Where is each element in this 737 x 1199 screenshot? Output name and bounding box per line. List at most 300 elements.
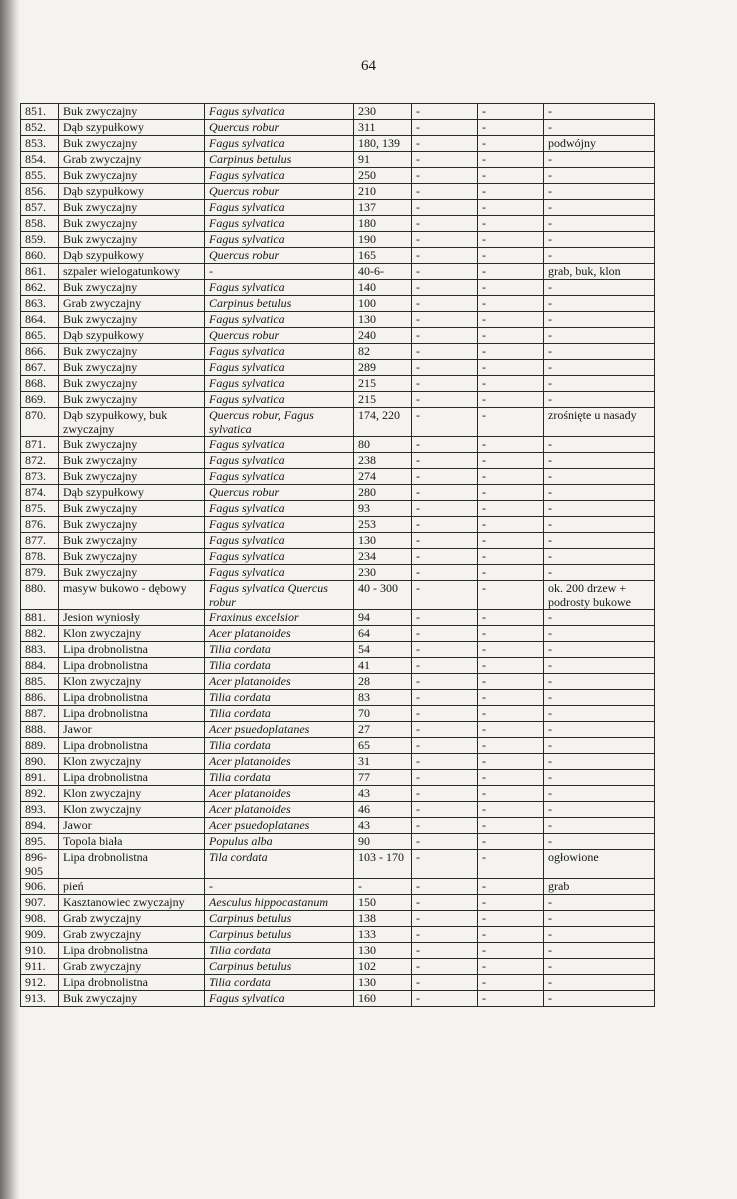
- column-b-cell: -: [478, 120, 544, 136]
- column-a-cell: -: [412, 642, 478, 658]
- remarks-cell: -: [544, 453, 655, 469]
- polish-name-cell: Grab zwyczajny: [59, 911, 205, 927]
- circumference-cell: 190: [354, 232, 412, 248]
- table-row: [21, 975, 655, 991]
- row-number-cell: 911.: [21, 959, 59, 975]
- remarks-cell: -: [544, 184, 655, 200]
- row-number-cell: 890.: [21, 754, 59, 770]
- remarks-cell: -: [544, 360, 655, 376]
- latin-name-cell: Carpinus betulus: [205, 959, 354, 975]
- table-row: [21, 610, 655, 626]
- latin-name-cell: Tilia cordata: [205, 770, 354, 786]
- column-a-cell: -: [412, 786, 478, 802]
- row-number-cell: 861.: [21, 264, 59, 280]
- remarks-cell: -: [544, 565, 655, 581]
- row-number-cell: 851.: [21, 104, 59, 120]
- row-number-cell: 872.: [21, 453, 59, 469]
- circumference-cell: 27: [354, 722, 412, 738]
- table-row: [21, 392, 655, 408]
- row-number-cell: 877.: [21, 533, 59, 549]
- column-a-cell: -: [412, 610, 478, 626]
- table-row: [21, 408, 655, 437]
- column-b-cell: -: [478, 738, 544, 754]
- column-b-cell: -: [478, 392, 544, 408]
- column-a-cell: -: [412, 264, 478, 280]
- row-number-cell: 892.: [21, 786, 59, 802]
- circumference-cell: -: [354, 879, 412, 895]
- table-row: [21, 991, 655, 1007]
- row-number-cell: 887.: [21, 706, 59, 722]
- remarks-cell: -: [544, 376, 655, 392]
- column-b-cell: -: [478, 722, 544, 738]
- column-b-cell: -: [478, 485, 544, 501]
- polish-name-cell: Dąb szypułkowy: [59, 184, 205, 200]
- latin-name-cell: Fagus sylvatica: [205, 104, 354, 120]
- row-number-cell: 889.: [21, 738, 59, 754]
- table-row: [21, 232, 655, 248]
- table-row: [21, 312, 655, 328]
- latin-name-cell: Fagus sylvatica: [205, 360, 354, 376]
- remarks-cell: -: [544, 485, 655, 501]
- latin-name-cell: Fagus sylvatica: [205, 376, 354, 392]
- latin-name-cell: Fagus sylvatica: [205, 517, 354, 533]
- row-number-cell: 913.: [21, 991, 59, 1007]
- latin-name-cell: Fagus sylvatica: [205, 216, 354, 232]
- table-row: [21, 959, 655, 975]
- polish-name-cell: Buk zwyczajny: [59, 469, 205, 485]
- latin-name-cell: Fagus sylvatica: [205, 991, 354, 1007]
- latin-name-cell: Aesculus hippocastanum: [205, 895, 354, 911]
- circumference-cell: 83: [354, 690, 412, 706]
- remarks-cell: -: [544, 248, 655, 264]
- polish-name-cell: Grab zwyczajny: [59, 959, 205, 975]
- polish-name-cell: Dąb szypułkowy: [59, 248, 205, 264]
- column-b-cell: -: [478, 850, 544, 879]
- remarks-cell: grab: [544, 879, 655, 895]
- polish-name-cell: Buk zwyczajny: [59, 565, 205, 581]
- polish-name-cell: Grab zwyczajny: [59, 927, 205, 943]
- table-row: [21, 120, 655, 136]
- polish-name-cell: Lipa drobnolistna: [59, 943, 205, 959]
- remarks-cell: -: [544, 895, 655, 911]
- latin-name-cell: Tilia cordata: [205, 738, 354, 754]
- column-a-cell: -: [412, 248, 478, 264]
- row-number-cell: 910.: [21, 943, 59, 959]
- remarks-cell: -: [544, 959, 655, 975]
- latin-name-cell: Carpinus betulus: [205, 927, 354, 943]
- column-b-cell: -: [478, 642, 544, 658]
- tree-inventory-rows: [21, 104, 655, 1007]
- circumference-cell: 274: [354, 469, 412, 485]
- column-b-cell: -: [478, 437, 544, 453]
- remarks-cell: ok. 200 drzew + podrosty bukowe: [544, 581, 655, 610]
- column-a-cell: -: [412, 879, 478, 895]
- circumference-cell: 102: [354, 959, 412, 975]
- row-number-cell: 863.: [21, 296, 59, 312]
- circumference-cell: 28: [354, 674, 412, 690]
- latin-name-cell: Quercus robur: [205, 120, 354, 136]
- polish-name-cell: Grab zwyczajny: [59, 152, 205, 168]
- latin-name-cell: Fagus sylvatica: [205, 232, 354, 248]
- table-row: [21, 626, 655, 642]
- polish-name-cell: Buk zwyczajny: [59, 549, 205, 565]
- column-b-cell: -: [478, 690, 544, 706]
- remarks-cell: -: [544, 834, 655, 850]
- latin-name-cell: Fagus sylvatica Quercus robur: [205, 581, 354, 610]
- circumference-cell: 90: [354, 834, 412, 850]
- table-row: [21, 248, 655, 264]
- polish-name-cell: Buk zwyczajny: [59, 517, 205, 533]
- column-a-cell: -: [412, 722, 478, 738]
- row-number-cell: 912.: [21, 975, 59, 991]
- table-row: [21, 850, 655, 879]
- circumference-cell: 103 - 170: [354, 850, 412, 879]
- latin-name-cell: -: [205, 879, 354, 895]
- table-row: [21, 184, 655, 200]
- column-b-cell: -: [478, 754, 544, 770]
- polish-name-cell: Klon zwyczajny: [59, 626, 205, 642]
- polish-name-cell: Klon zwyczajny: [59, 674, 205, 690]
- column-b-cell: -: [478, 610, 544, 626]
- remarks-cell: -: [544, 469, 655, 485]
- circumference-cell: 130: [354, 312, 412, 328]
- row-number-cell: 882.: [21, 626, 59, 642]
- column-a-cell: -: [412, 850, 478, 879]
- table-row: [21, 754, 655, 770]
- circumference-cell: 65: [354, 738, 412, 754]
- latin-name-cell: Acer psuedoplatanes: [205, 818, 354, 834]
- table-row: [21, 200, 655, 216]
- row-number-cell: 859.: [21, 232, 59, 248]
- circumference-cell: 174, 220: [354, 408, 412, 437]
- polish-name-cell: Buk zwyczajny: [59, 437, 205, 453]
- column-b-cell: -: [478, 959, 544, 975]
- circumference-cell: 165: [354, 248, 412, 264]
- column-b-cell: -: [478, 328, 544, 344]
- column-a-cell: -: [412, 738, 478, 754]
- column-b-cell: -: [478, 152, 544, 168]
- column-b-cell: -: [478, 895, 544, 911]
- remarks-cell: -: [544, 392, 655, 408]
- circumference-cell: 210: [354, 184, 412, 200]
- table-row: [21, 517, 655, 533]
- table-row: [21, 770, 655, 786]
- table-row: [21, 533, 655, 549]
- page-binding-shadow: [0, 0, 20, 1199]
- column-a-cell: -: [412, 232, 478, 248]
- table-row: [21, 168, 655, 184]
- column-a-cell: -: [412, 706, 478, 722]
- polish-name-cell: Jawor: [59, 818, 205, 834]
- row-number-cell: 907.: [21, 895, 59, 911]
- row-number-cell: 857.: [21, 200, 59, 216]
- latin-name-cell: Fagus sylvatica: [205, 565, 354, 581]
- circumference-cell: 130: [354, 533, 412, 549]
- row-number-cell: 883.: [21, 642, 59, 658]
- polish-name-cell: Lipa drobnolistna: [59, 770, 205, 786]
- circumference-cell: 140: [354, 280, 412, 296]
- polish-name-cell: Buk zwyczajny: [59, 136, 205, 152]
- remarks-cell: -: [544, 168, 655, 184]
- remarks-cell: -: [544, 104, 655, 120]
- row-number-cell: 884.: [21, 658, 59, 674]
- remarks-cell: -: [544, 626, 655, 642]
- row-number-cell: 909.: [21, 927, 59, 943]
- latin-name-cell: Tilia cordata: [205, 658, 354, 674]
- remarks-cell: -: [544, 549, 655, 565]
- remarks-cell: -: [544, 200, 655, 216]
- table-row: [21, 280, 655, 296]
- latin-name-cell: -: [205, 264, 354, 280]
- polish-name-cell: Dąb szypułkowy: [59, 120, 205, 136]
- column-b-cell: -: [478, 264, 544, 280]
- polish-name-cell: Lipa drobnolistna: [59, 738, 205, 754]
- polish-name-cell: Klon zwyczajny: [59, 786, 205, 802]
- remarks-cell: -: [544, 722, 655, 738]
- table-row: [21, 485, 655, 501]
- remarks-cell: ogłowione: [544, 850, 655, 879]
- polish-name-cell: masyw bukowo - dębowy: [59, 581, 205, 610]
- table-row: [21, 152, 655, 168]
- column-b-cell: -: [478, 136, 544, 152]
- polish-name-cell: Lipa drobnolistna: [59, 642, 205, 658]
- column-b-cell: -: [478, 626, 544, 642]
- row-number-cell: 876.: [21, 517, 59, 533]
- column-a-cell: -: [412, 469, 478, 485]
- row-number-cell: 908.: [21, 911, 59, 927]
- table-row: [21, 738, 655, 754]
- row-number-cell: 868.: [21, 376, 59, 392]
- polish-name-cell: Topola biała: [59, 834, 205, 850]
- column-a-cell: -: [412, 392, 478, 408]
- column-a-cell: -: [412, 485, 478, 501]
- remarks-cell: -: [544, 943, 655, 959]
- polish-name-cell: Buk zwyczajny: [59, 376, 205, 392]
- table-row: [21, 927, 655, 943]
- column-b-cell: -: [478, 975, 544, 991]
- row-number-cell: 875.: [21, 501, 59, 517]
- column-a-cell: -: [412, 770, 478, 786]
- column-b-cell: -: [478, 674, 544, 690]
- circumference-cell: 130: [354, 943, 412, 959]
- column-a-cell: -: [412, 216, 478, 232]
- column-b-cell: -: [478, 658, 544, 674]
- column-a-cell: -: [412, 408, 478, 437]
- remarks-cell: zrośnięte u nasady: [544, 408, 655, 437]
- latin-name-cell: Acer psuedoplatanes: [205, 722, 354, 738]
- table-row: [21, 581, 655, 610]
- latin-name-cell: Fagus sylvatica: [205, 200, 354, 216]
- polish-name-cell: Klon zwyczajny: [59, 754, 205, 770]
- column-b-cell: -: [478, 706, 544, 722]
- polish-name-cell: Jawor: [59, 722, 205, 738]
- row-number-cell: 862.: [21, 280, 59, 296]
- remarks-cell: -: [544, 754, 655, 770]
- latin-name-cell: Fagus sylvatica: [205, 453, 354, 469]
- remarks-cell: -: [544, 706, 655, 722]
- circumference-cell: 31: [354, 754, 412, 770]
- remarks-cell: -: [544, 690, 655, 706]
- table-row: [21, 453, 655, 469]
- column-a-cell: -: [412, 453, 478, 469]
- remarks-cell: -: [544, 802, 655, 818]
- column-b-cell: -: [478, 360, 544, 376]
- table-row: [21, 437, 655, 453]
- column-a-cell: -: [412, 296, 478, 312]
- column-a-cell: -: [412, 437, 478, 453]
- latin-name-cell: Quercus robur: [205, 184, 354, 200]
- polish-name-cell: Dąb szypułkowy: [59, 328, 205, 344]
- polish-name-cell: Buk zwyczajny: [59, 533, 205, 549]
- table-row: [21, 706, 655, 722]
- row-number-cell: 864.: [21, 312, 59, 328]
- circumference-cell: 238: [354, 453, 412, 469]
- remarks-cell: -: [544, 280, 655, 296]
- row-number-cell: 858.: [21, 216, 59, 232]
- row-number-cell: 871.: [21, 437, 59, 453]
- table-row: [21, 136, 655, 152]
- circumference-cell: 311: [354, 120, 412, 136]
- remarks-cell: -: [544, 328, 655, 344]
- table-row: [21, 674, 655, 690]
- circumference-cell: 70: [354, 706, 412, 722]
- row-number-cell: 881.: [21, 610, 59, 626]
- circumference-cell: 43: [354, 818, 412, 834]
- circumference-cell: 150: [354, 895, 412, 911]
- polish-name-cell: Kasztanowiec zwyczajny: [59, 895, 205, 911]
- column-b-cell: -: [478, 911, 544, 927]
- latin-name-cell: Tilia cordata: [205, 975, 354, 991]
- polish-name-cell: Jesion wyniosły: [59, 610, 205, 626]
- table-row: [21, 895, 655, 911]
- tree-inventory-table: [20, 103, 655, 1007]
- table-row: [21, 786, 655, 802]
- row-number-cell: 893.: [21, 802, 59, 818]
- polish-name-cell: Buk zwyczajny: [59, 168, 205, 184]
- column-b-cell: -: [478, 469, 544, 485]
- latin-name-cell: Fagus sylvatica: [205, 168, 354, 184]
- column-a-cell: -: [412, 501, 478, 517]
- column-a-cell: -: [412, 991, 478, 1007]
- column-a-cell: -: [412, 581, 478, 610]
- remarks-cell: -: [544, 991, 655, 1007]
- latin-name-cell: Tilia cordata: [205, 706, 354, 722]
- polish-name-cell: Dąb szypułkowy: [59, 485, 205, 501]
- row-number-cell: 870.: [21, 408, 59, 437]
- polish-name-cell: Buk zwyczajny: [59, 312, 205, 328]
- remarks-cell: -: [544, 658, 655, 674]
- column-b-cell: -: [478, 408, 544, 437]
- row-number-cell: 866.: [21, 344, 59, 360]
- column-b-cell: -: [478, 802, 544, 818]
- column-a-cell: -: [412, 184, 478, 200]
- circumference-cell: 180: [354, 216, 412, 232]
- table-row: [21, 296, 655, 312]
- table-row: [21, 642, 655, 658]
- table-row: [21, 658, 655, 674]
- column-a-cell: -: [412, 136, 478, 152]
- table-row: [21, 943, 655, 959]
- polish-name-cell: szpaler wielogatunkowy: [59, 264, 205, 280]
- column-a-cell: -: [412, 376, 478, 392]
- remarks-cell: -: [544, 437, 655, 453]
- latin-name-cell: Fraxinus excelsior: [205, 610, 354, 626]
- column-b-cell: -: [478, 927, 544, 943]
- column-a-cell: -: [412, 104, 478, 120]
- remarks-cell: -: [544, 911, 655, 927]
- latin-name-cell: Acer platanoides: [205, 626, 354, 642]
- row-number-cell: 886.: [21, 690, 59, 706]
- column-b-cell: -: [478, 818, 544, 834]
- latin-name-cell: Fagus sylvatica: [205, 469, 354, 485]
- circumference-cell: 240: [354, 328, 412, 344]
- circumference-cell: 160: [354, 991, 412, 1007]
- column-b-cell: -: [478, 834, 544, 850]
- table-row: [21, 344, 655, 360]
- row-number-cell: 854.: [21, 152, 59, 168]
- circumference-cell: 43: [354, 786, 412, 802]
- column-b-cell: -: [478, 581, 544, 610]
- column-b-cell: -: [478, 200, 544, 216]
- column-b-cell: -: [478, 344, 544, 360]
- table-row: [21, 690, 655, 706]
- circumference-cell: 215: [354, 392, 412, 408]
- row-number-cell: 867.: [21, 360, 59, 376]
- polish-name-cell: Buk zwyczajny: [59, 501, 205, 517]
- remarks-cell: -: [544, 927, 655, 943]
- column-a-cell: -: [412, 959, 478, 975]
- table-row: [21, 802, 655, 818]
- remarks-cell: -: [544, 770, 655, 786]
- row-number-cell: 879.: [21, 565, 59, 581]
- column-a-cell: -: [412, 549, 478, 565]
- column-a-cell: -: [412, 152, 478, 168]
- row-number-cell: 856.: [21, 184, 59, 200]
- column-b-cell: -: [478, 786, 544, 802]
- remarks-cell: -: [544, 232, 655, 248]
- remarks-cell: -: [544, 501, 655, 517]
- latin-name-cell: Carpinus betulus: [205, 911, 354, 927]
- latin-name-cell: Acer platanoides: [205, 802, 354, 818]
- row-number-cell: 896-905: [21, 850, 59, 879]
- latin-name-cell: Fagus sylvatica: [205, 549, 354, 565]
- latin-name-cell: Fagus sylvatica: [205, 533, 354, 549]
- latin-name-cell: Fagus sylvatica: [205, 136, 354, 152]
- polish-name-cell: Lipa drobnolistna: [59, 850, 205, 879]
- latin-name-cell: Quercus robur, Fagus sylvatica: [205, 408, 354, 437]
- column-a-cell: -: [412, 802, 478, 818]
- latin-name-cell: Tilia cordata: [205, 642, 354, 658]
- column-a-cell: -: [412, 565, 478, 581]
- latin-name-cell: Acer platanoides: [205, 754, 354, 770]
- column-b-cell: -: [478, 533, 544, 549]
- page-number: 64: [361, 58, 376, 74]
- column-b-cell: -: [478, 248, 544, 264]
- latin-name-cell: Acer platanoides: [205, 674, 354, 690]
- circumference-cell: 46: [354, 802, 412, 818]
- column-a-cell: -: [412, 312, 478, 328]
- circumference-cell: 133: [354, 927, 412, 943]
- row-number-cell: 880.: [21, 581, 59, 610]
- column-b-cell: -: [478, 376, 544, 392]
- polish-name-cell: Buk zwyczajny: [59, 360, 205, 376]
- column-a-cell: -: [412, 120, 478, 136]
- latin-name-cell: Carpinus betulus: [205, 152, 354, 168]
- column-a-cell: -: [412, 626, 478, 642]
- table-row: [21, 469, 655, 485]
- circumference-cell: 41: [354, 658, 412, 674]
- row-number-cell: 855.: [21, 168, 59, 184]
